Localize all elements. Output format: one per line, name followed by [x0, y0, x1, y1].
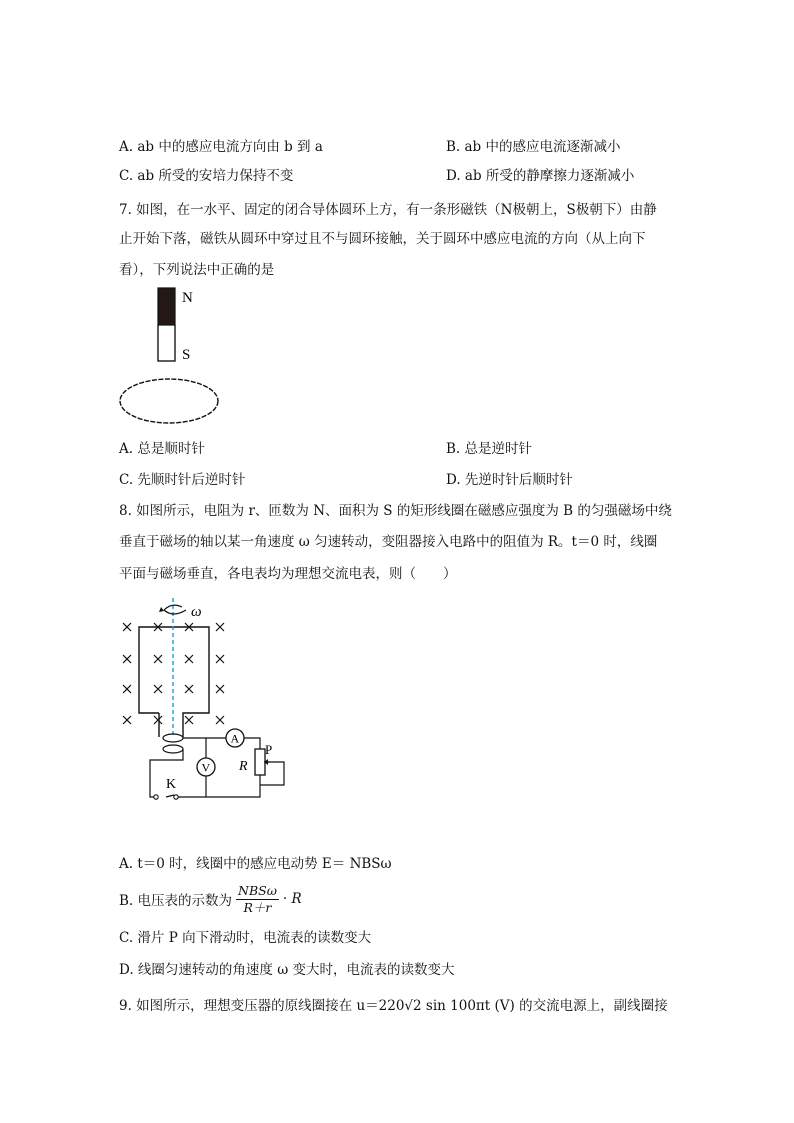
q8-stem-line1: 8. 如图所示，电阻为 r、匝数为 N、面积为 S 的矩形线圈在磁感应强度为 B 的匀强磁场中绕 — [119, 503, 672, 519]
q6-option-a: A. ab 中的感应电流方向由 b 到 a — [119, 139, 323, 155]
q7-stem-line3: 看），下列说法中正确的是 — [119, 262, 275, 278]
fraction-numerator: NBSω — [238, 882, 277, 898]
slider-p-label: P — [265, 742, 273, 757]
slip-ring-bottom — [163, 745, 183, 753]
omega-label: ω — [191, 604, 202, 620]
magnet-ring-figure — [110, 280, 240, 430]
magnet-s-label: S — [182, 347, 191, 363]
q7-stem-line2: 止开始下落，磁铁从圆环中穿过且不与圆环接触，关于圆环中感应电流的方向（从上向下 — [119, 231, 646, 247]
q7-stem-line1: 7. 如图，在一水平、固定的闭合导体圆环上方，有一条形磁铁（N极朝上，S极朝下）由静 — [119, 202, 657, 218]
rheostat — [255, 749, 265, 775]
magnet-north-pole — [158, 288, 175, 325]
q6-option-b: B. ab 中的感应电流逐渐减小 — [446, 139, 621, 155]
slip-ring-top — [163, 734, 183, 742]
conducting-ring — [120, 379, 218, 423]
switch-contact-right — [174, 795, 178, 799]
switch-k-label: K — [166, 777, 177, 792]
rectangular-coil — [139, 627, 209, 737]
voltmeter-label: V — [201, 760, 211, 775]
q6-option-c: C. ab 所受的安培力保持不变 — [119, 168, 294, 184]
q7-option-c: C. 先顺时针后逆时针 — [119, 472, 246, 488]
fraction-denominator: R＋r — [243, 899, 272, 915]
magnet-n-label: N — [182, 290, 193, 306]
q7-option-a: A. 总是顺时针 — [119, 441, 205, 457]
q8-option-b — [119, 882, 302, 916]
q8-option-d: D. 线圈匀速转动的角速度 ω 变大时，电流表的读数变大 — [119, 962, 455, 978]
rheostat-r-label: R — [239, 759, 248, 774]
q6-option-d: D. ab 所受的静摩擦力逐渐减小 — [446, 168, 635, 184]
q7-option-b: B. 总是逆时针 — [446, 441, 533, 457]
q7-option-d: D. 先逆时针后顺时针 — [446, 472, 573, 488]
q9-stem-line1: 9. 如图所示，理想变压器的原线圈接在 u＝220√2 sin 100πt (V) 的交流电源上，副线圈接 — [119, 998, 668, 1014]
switch-contact-left — [154, 795, 158, 799]
q8-stem-line3: 平面与磁场垂直，各电表均为理想交流电表，则（ ） — [119, 566, 457, 582]
q8-option-b-suffix: · R — [282, 891, 302, 907]
q8-stem-line2: 垂直于磁场的轴以某一角速度 ω 匀速转动，变阻器接入电路中的阻值为 R。t＝0 时，线圈 — [119, 534, 658, 550]
q8-option-b-prefix: B. 电压表的示数为 — [119, 893, 233, 909]
q8-option-c: C. 滑片 P 向下滑动时，电流表的读数变大 — [119, 930, 372, 946]
generator-circuit-figure — [112, 592, 312, 807]
voltage-fraction — [236, 884, 279, 915]
ammeter-label: A — [230, 731, 240, 746]
q8-option-a: A. t＝0 时，线圈中的感应电动势 E＝ NBSω — [119, 856, 392, 872]
magnet-south-pole — [158, 325, 175, 361]
